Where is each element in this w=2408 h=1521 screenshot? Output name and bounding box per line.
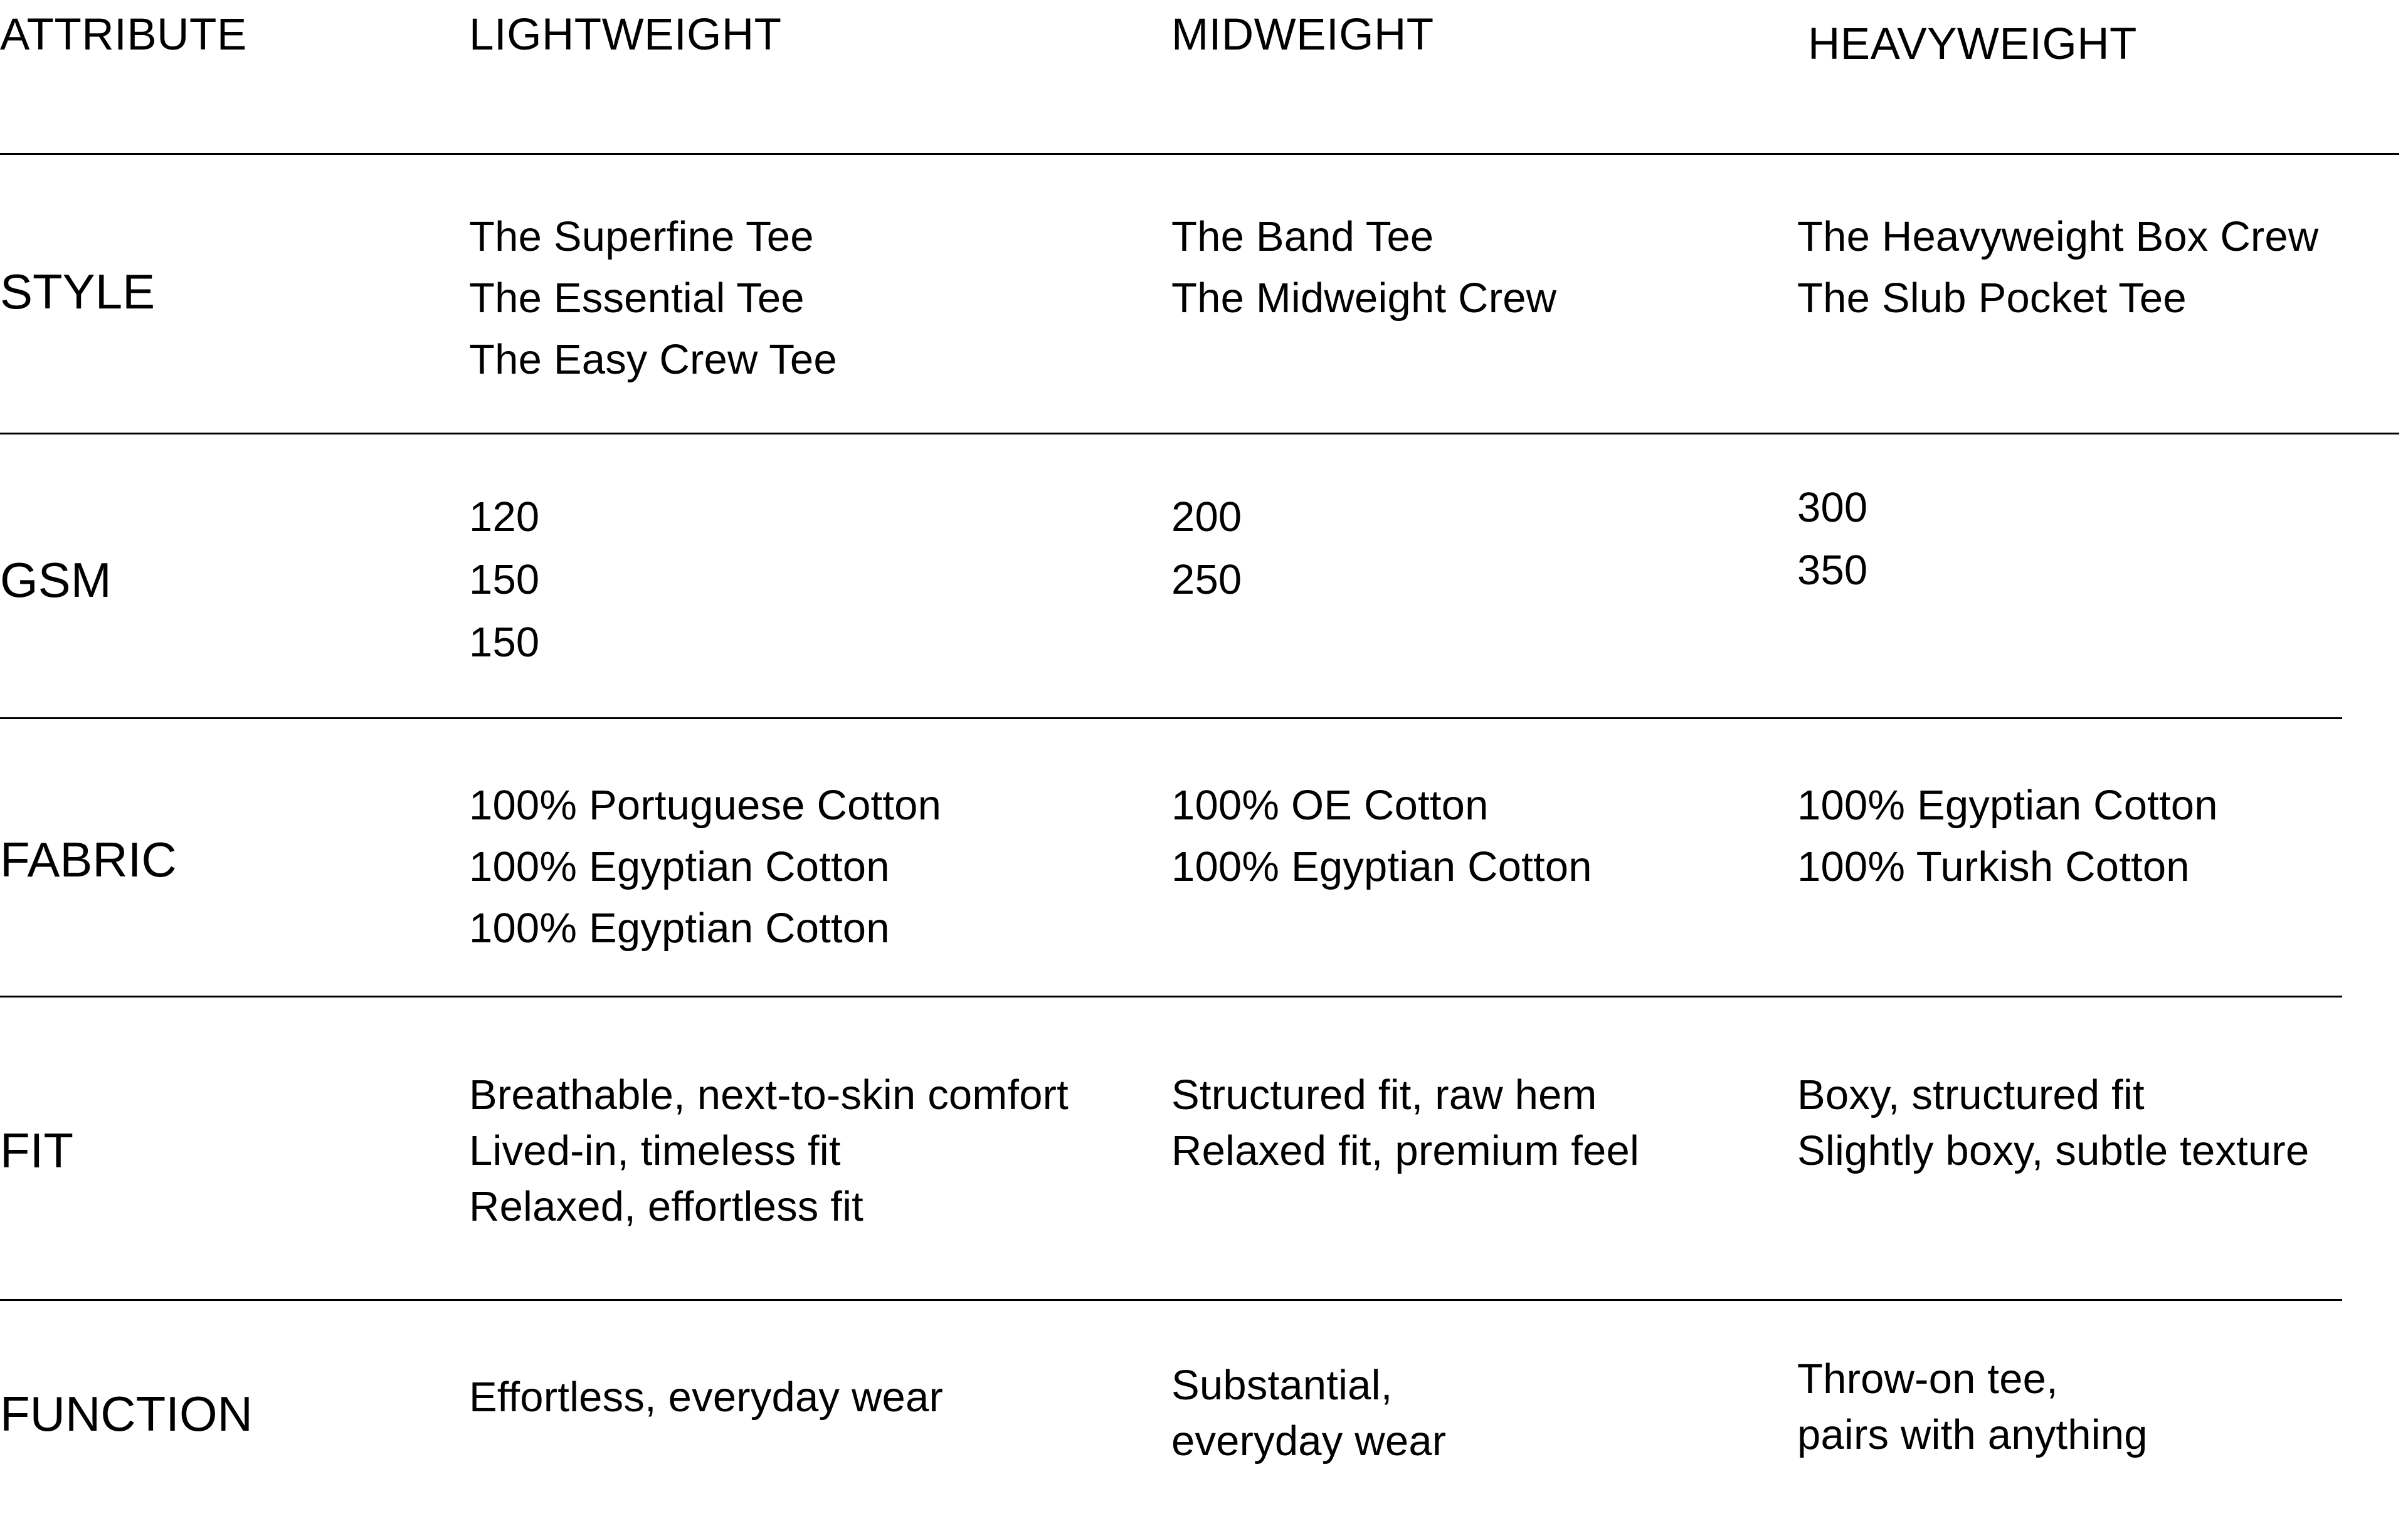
- row-label-gsm: GSM: [0, 552, 112, 608]
- row-label-fabric: FABRIC: [0, 832, 177, 887]
- fabric-lightweight-item: 100% Portuguese Cotton: [469, 782, 942, 829]
- fit-midweight-item: Structured fit, raw hem: [1171, 1071, 1597, 1118]
- fabric-midweight-item: 100% OE Cotton: [1171, 782, 1489, 829]
- style-midweight-cell: [1171, 206, 1556, 329]
- fit-lightweight-item: Breathable, next-to-skin comfort: [469, 1071, 1069, 1118]
- gsm-midweight-cell: [1171, 486, 1242, 611]
- gsm-heavyweight-item: 300: [1797, 484, 1868, 531]
- row-label-style: STYLE: [0, 264, 156, 319]
- function-midweight-item: everyday wear: [1171, 1418, 1447, 1465]
- fit-lightweight-cell: [469, 1067, 1069, 1234]
- fabric-midweight-item: 100% Egyptian Cotton: [1171, 843, 1592, 890]
- divider-style: [0, 433, 2399, 434]
- fabric-heavyweight-cell: [1797, 775, 2218, 898]
- header-attribute: ATTRIBUTE: [0, 10, 247, 60]
- fit-lightweight-item: Lived-in, timeless fit: [469, 1127, 841, 1174]
- fit-midweight-cell: [1171, 1067, 1639, 1179]
- row-label-function: FUNCTION: [0, 1386, 253, 1441]
- style-heavyweight-item: The Heavyweight Box Crew: [1797, 213, 2319, 260]
- fabric-lightweight-item: 100% Egyptian Cotton: [469, 905, 890, 952]
- function-heavyweight-cell: [1797, 1351, 2148, 1463]
- gsm-lightweight-item: 150: [469, 556, 540, 603]
- function-heavyweight-item: pairs with anything: [1797, 1411, 2148, 1458]
- style-midweight-item: The Midweight Crew: [1171, 275, 1557, 322]
- style-lightweight-item: The Essential Tee: [469, 275, 805, 322]
- gsm-heavyweight-cell: [1797, 476, 1867, 602]
- function-heavyweight-item: Throw-on tee,: [1797, 1355, 2058, 1403]
- style-lightweight-item: The Superfine Tee: [469, 213, 814, 260]
- style-midweight-item: The Band Tee: [1171, 213, 1434, 260]
- style-lightweight-cell: [469, 206, 837, 391]
- gsm-lightweight-item: 150: [469, 619, 540, 666]
- style-heavyweight-cell: [1797, 206, 2318, 329]
- fit-midweight-item: Relaxed fit, premium feel: [1171, 1127, 1640, 1174]
- fabric-heavyweight-item: 100% Turkish Cotton: [1797, 843, 2190, 890]
- fit-heavyweight-item: Slightly boxy, subtle texture: [1797, 1127, 2310, 1174]
- fit-heavyweight-item: Boxy, structured fit: [1797, 1071, 2145, 1118]
- header-lightweight: LIGHTWEIGHT: [469, 10, 782, 60]
- gsm-lightweight-cell: [469, 486, 539, 674]
- row-label-fit: FIT: [0, 1123, 73, 1178]
- gsm-heavyweight-item: 350: [1797, 547, 1868, 594]
- function-lightweight-cell: [469, 1369, 943, 1425]
- fit-heavyweight-cell: [1797, 1067, 2309, 1179]
- header-midweight: MIDWEIGHT: [1171, 10, 1434, 60]
- fabric-heavyweight-item: 100% Egyptian Cotton: [1797, 782, 2218, 829]
- divider-header: [0, 153, 2399, 155]
- fit-lightweight-item: Relaxed, effortless fit: [469, 1183, 863, 1230]
- gsm-midweight-item: 200: [1171, 493, 1242, 540]
- divider-fabric: [0, 996, 2342, 997]
- function-lightweight-item: Effortless, everyday wear: [469, 1374, 943, 1421]
- fabric-midweight-cell: [1171, 775, 1592, 898]
- gsm-lightweight-item: 120: [469, 493, 540, 540]
- style-heavyweight-item: The Slub Pocket Tee: [1797, 275, 2187, 322]
- divider-gsm: [0, 717, 2342, 719]
- style-lightweight-item: The Easy Crew Tee: [469, 336, 837, 383]
- divider-fit: [0, 1299, 2342, 1301]
- gsm-midweight-item: 250: [1171, 556, 1242, 603]
- fabric-lightweight-cell: [469, 775, 941, 959]
- function-midweight-item: Substantial,: [1171, 1362, 1393, 1409]
- function-midweight-cell: [1171, 1357, 1446, 1469]
- header-heavyweight: HEAVYWEIGHT: [1808, 19, 2137, 69]
- fabric-lightweight-item: 100% Egyptian Cotton: [469, 843, 890, 890]
